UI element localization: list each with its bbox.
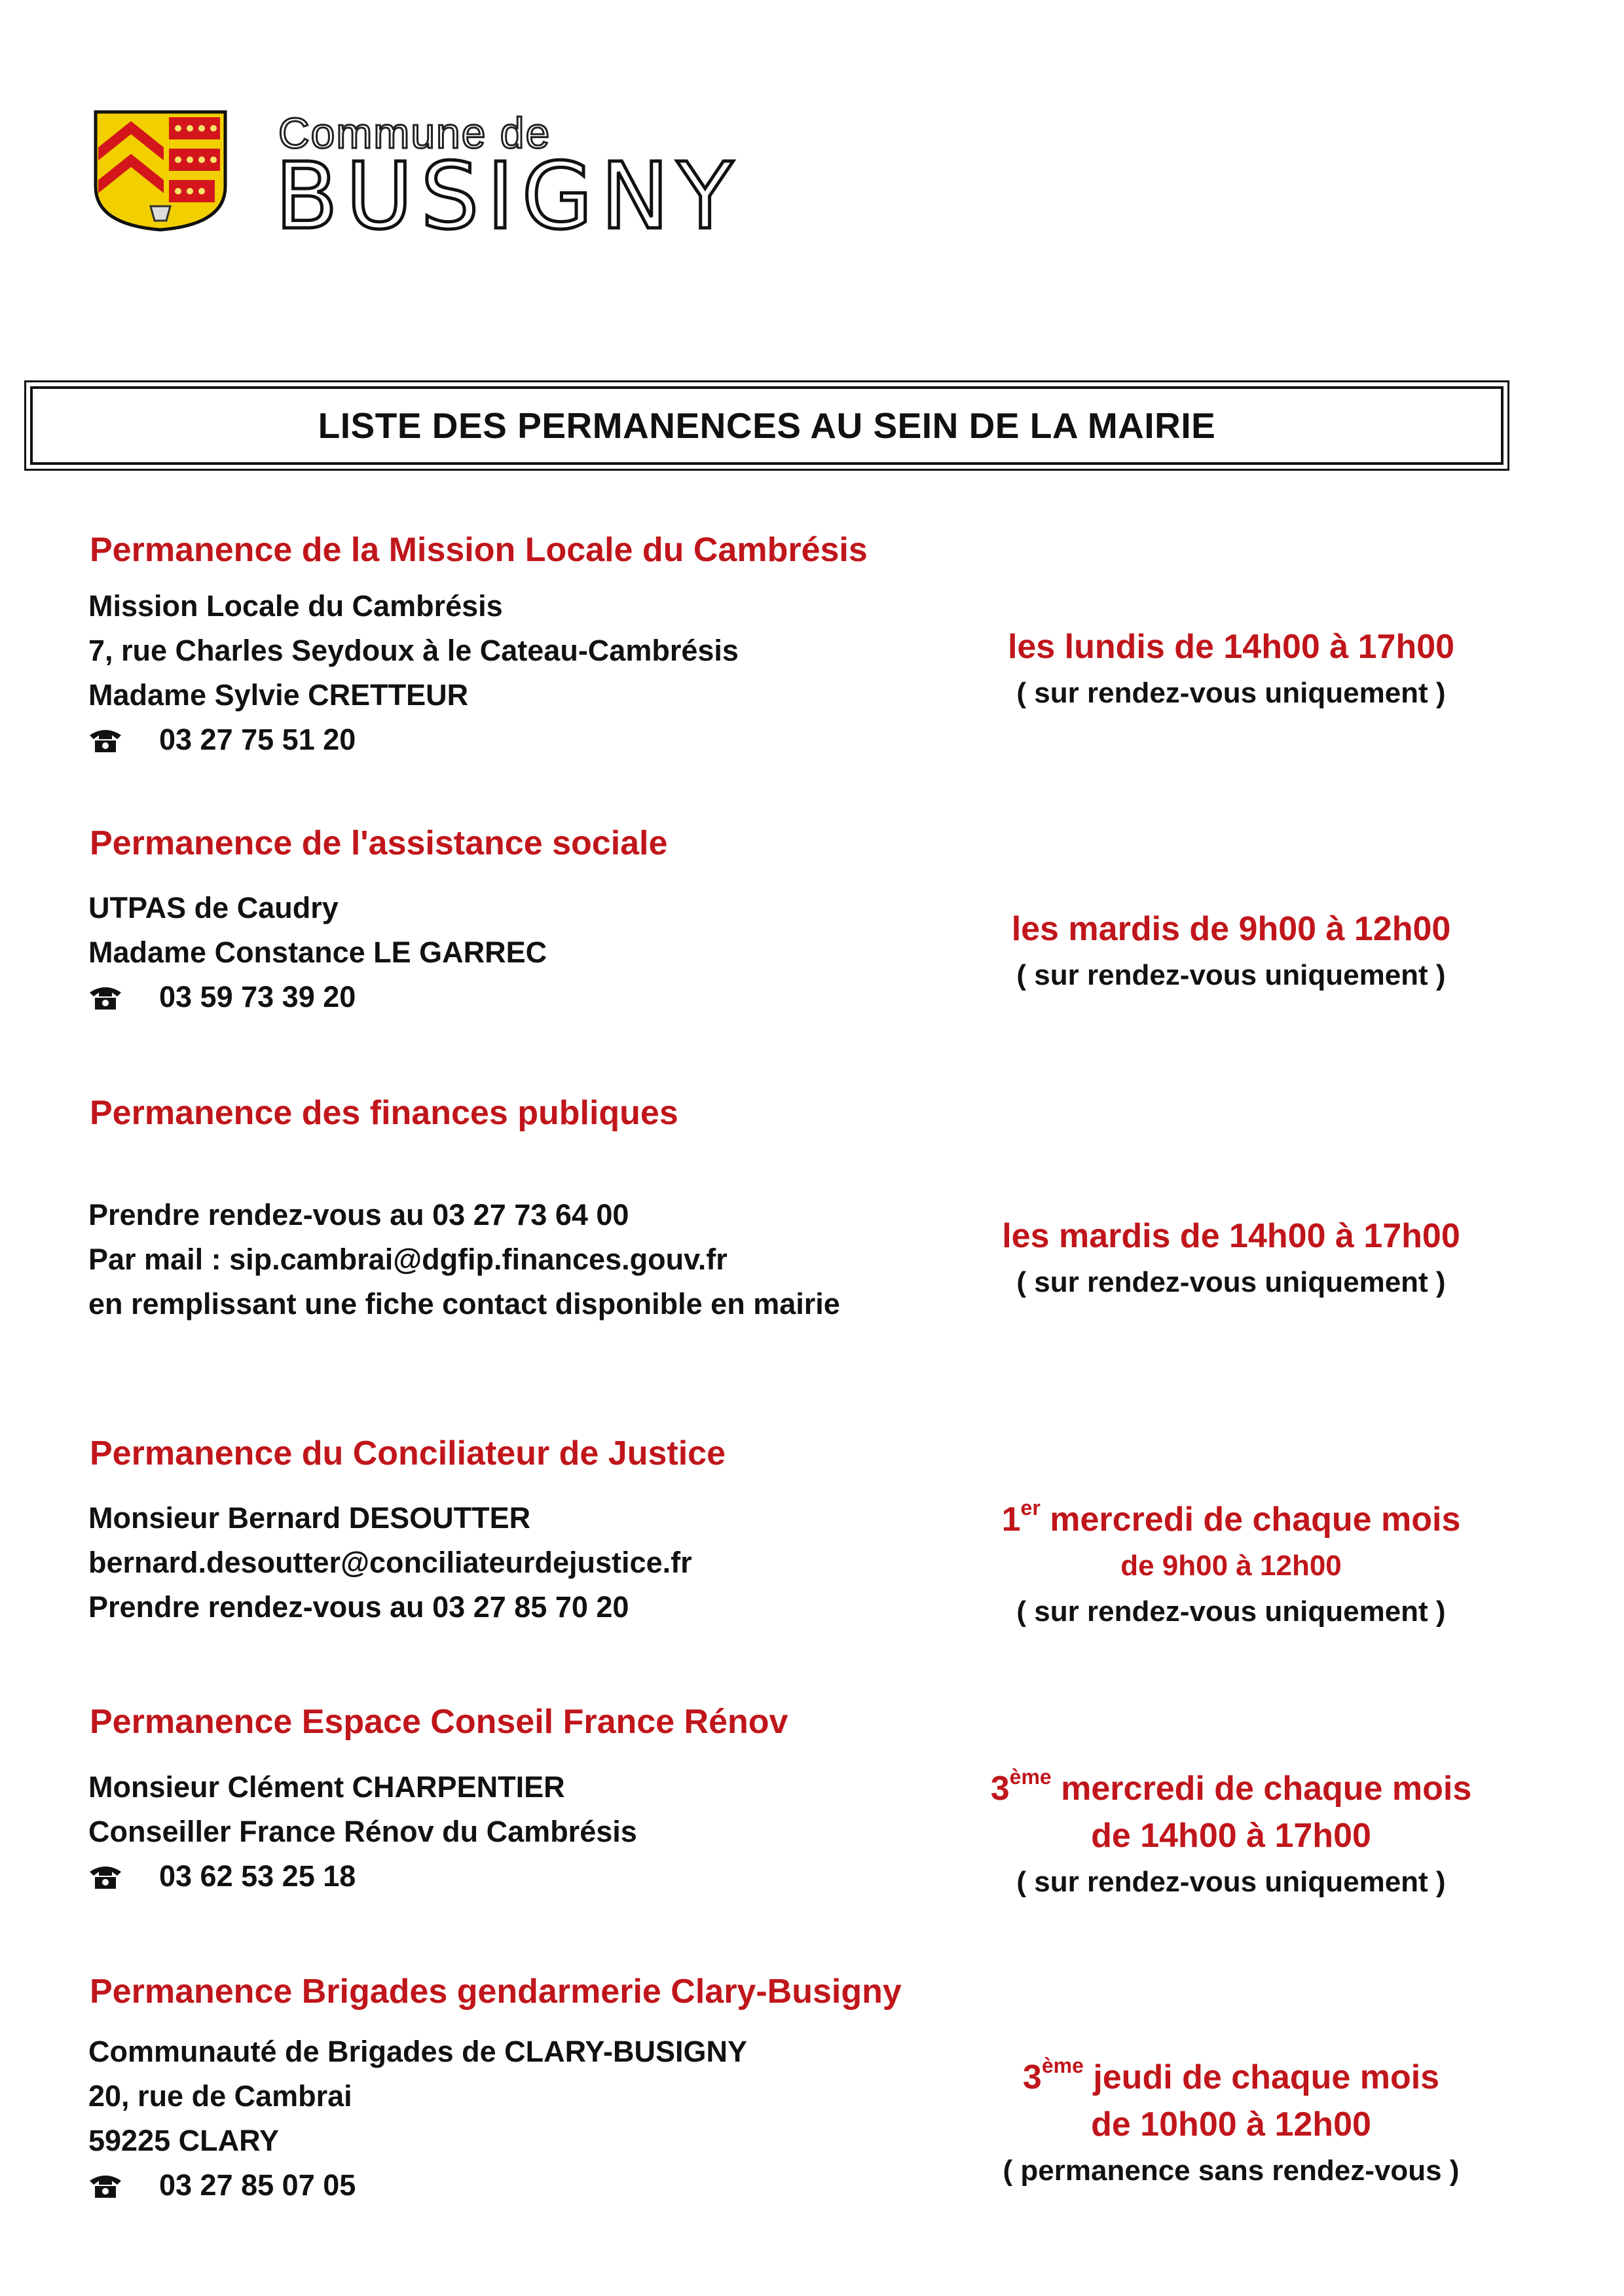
coat-of-arms-icon (92, 108, 229, 232)
schedule-main (917, 1496, 1545, 1543)
schedule-ordinal-suffix: ème (1009, 1765, 1052, 1789)
schedule-ordinal: 1 (1001, 1501, 1021, 1539)
town-name: BUSIGNY (275, 143, 741, 250)
document-title: LISTE DES PERMANENCES AU SEIN DE LA MAIRIE (318, 405, 1216, 446)
schedule-note: ( permanence sans rendez-vous ) (1003, 2155, 1460, 2187)
section-contact-info (88, 1765, 637, 1899)
schedule-day: mercredi de chaque mois (1050, 1501, 1461, 1539)
schedule-note: ( sur rendez-vous uniquement ) (1016, 1866, 1446, 1898)
contact-line: 7, rue Charles Seydoux à le Cateau-Cambrésis (88, 634, 739, 667)
schedule-note: ( sur rendez-vous uniquement ) (1016, 1595, 1446, 1628)
schedule-hours: de 14h00 à 17h00 (1091, 1817, 1371, 1855)
telephone-icon (88, 2172, 122, 2199)
phone-row (88, 975, 356, 1019)
schedule-ordinal: 3 (1022, 2058, 1042, 2096)
document-title-box (30, 386, 1504, 465)
schedule-main (917, 1765, 1545, 1812)
contact-line: Conseiller France Rénov du Cambrésis (88, 1815, 637, 1848)
telephone-icon (88, 1863, 122, 1890)
schedule-note: ( sur rendez-vous uniquement ) (1016, 959, 1446, 991)
contact-line: Monsieur Bernard DESOUTTER (88, 1501, 531, 1535)
section-title: Permanence de la Mission Locale du Cambrésis (90, 531, 868, 569)
section-schedule (917, 2054, 1545, 2194)
schedule-day: jeudi de chaque mois (1093, 2058, 1440, 2096)
phone-number: 03 27 85 07 05 (159, 2168, 356, 2202)
section-contact-info (88, 1193, 840, 1326)
contact-line: Madame Sylvie CRETTEUR (88, 678, 469, 712)
schedule-main: les mardis de 14h00 à 17h00 (1002, 1217, 1460, 1255)
contact-line: 20, rue de Cambrai (88, 2079, 352, 2113)
contact-line: Madame Constance LE GARREC (88, 936, 547, 969)
commune-label: Commune de (278, 109, 551, 157)
section-title: Permanence du Conciliateur de Justice (90, 1434, 726, 1472)
contact-line: Mission Locale du Cambrésis (88, 589, 503, 623)
schedule-ordinal-suffix: ème (1041, 2054, 1084, 2077)
section-contact-info (88, 886, 547, 1019)
schedule-main: les lundis de 14h00 à 17h00 (1007, 628, 1455, 666)
contact-line: bernard.desoutter@conciliateurdejustice.fr (88, 1546, 692, 1579)
phone-row (88, 2163, 356, 2208)
phone-number: 03 59 73 39 20 (159, 980, 356, 1013)
contact-line: en remplissant une fiche contact disponible en mairie (88, 1287, 840, 1321)
section-title: Permanence de l'assistance sociale (90, 824, 668, 862)
commune-logo (92, 108, 773, 250)
schedule-hours: de 9h00 à 12h00 (1120, 1550, 1342, 1582)
section-title: Permanence des finances publiques (90, 1094, 678, 1132)
phone-row (88, 1854, 356, 1899)
phone-row (88, 718, 356, 762)
section-schedule (917, 1212, 1545, 1305)
telephone-icon (88, 726, 122, 754)
section-title: Permanence Espace Conseil France Rénov (90, 1703, 788, 1741)
contact-line: UTPAS de Caudry (88, 891, 339, 924)
schedule-ordinal-suffix: er (1020, 1496, 1041, 1520)
contact-line: 59225 CLARY (88, 2124, 279, 2157)
schedule-note: ( sur rendez-vous uniquement ) (1016, 1266, 1446, 1298)
schedule-day: mercredi de chaque mois (1061, 1770, 1472, 1808)
telephone-icon (88, 983, 122, 1011)
phone-number: 03 27 75 51 20 (159, 723, 356, 756)
section-contact-info (88, 2030, 747, 2208)
contact-line: Prendre rendez-vous au 03 27 85 70 20 (88, 1590, 629, 1624)
schedule-hours: de 10h00 à 12h00 (1091, 2105, 1371, 2143)
schedule-note: ( sur rendez-vous uniquement ) (1016, 677, 1446, 709)
section-schedule (917, 1765, 1545, 1905)
section-schedule (917, 1496, 1545, 1635)
section-contact-info (88, 1496, 692, 1630)
schedule-ordinal: 3 (990, 1770, 1010, 1808)
contact-line: Prendre rendez-vous au 03 27 73 64 00 (88, 1198, 629, 1231)
contact-line: Communauté de Brigades de CLARY-BUSIGNY (88, 2035, 747, 2068)
schedule-main: les mardis de 9h00 à 12h00 (1011, 910, 1451, 948)
contact-line: Par mail : sip.cambrai@dgfip.finances.gouv.fr (88, 1243, 728, 1276)
schedule-main (917, 2054, 1545, 2101)
section-schedule (917, 905, 1545, 998)
section-schedule (917, 623, 1545, 716)
contact-line: Monsieur Clément CHARPENTIER (88, 1770, 565, 1804)
section-contact-info (88, 584, 739, 762)
section-title: Permanence Brigades gendarmerie Clary-Busigny (90, 1973, 902, 2011)
phone-number: 03 62 53 25 18 (159, 1859, 356, 1893)
